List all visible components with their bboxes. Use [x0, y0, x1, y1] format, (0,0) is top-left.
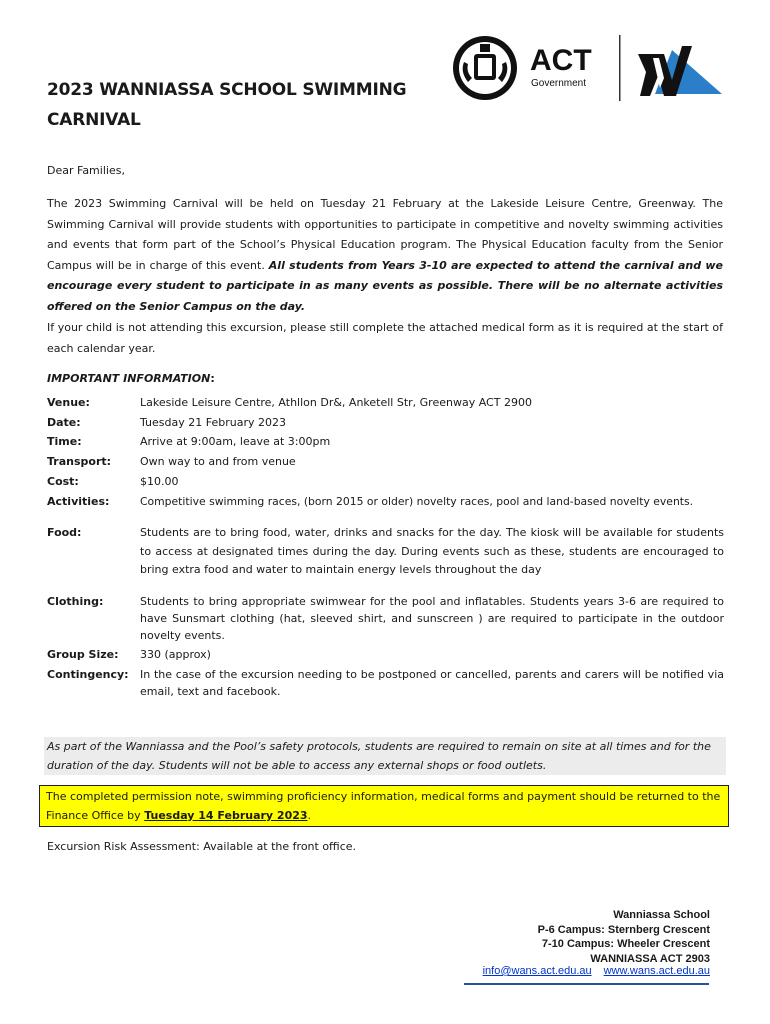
contact-links — [440, 965, 710, 977]
footer-divider — [464, 983, 709, 985]
campus-p6: P-6 Campus: Sternberg Crescent — [537, 923, 710, 936]
info-label: Group Size: — [47, 648, 119, 661]
info-label: Transport: — [47, 455, 112, 468]
medical-note: If your child is not attending this excursion, please still complete the attached medical form as it is required at the start of each calendar year. — [47, 321, 723, 355]
info-value: Students are to bring food, water, drinks and snacks for the day. The kiosk will be available for students to access at designated times during the day. During events such as these, students are encouraged to bring extra food and water to maintain energy levels throughout the day — [140, 526, 724, 576]
government-logo-text: Government — [531, 78, 587, 89]
deadline-box — [39, 785, 729, 827]
email-link[interactable]: info@wans.act.edu.au — [482, 965, 592, 977]
website-link[interactable]: www.wans.act.edu.au — [603, 965, 710, 977]
deadline-date: Tuesday 14 February 2023 — [144, 809, 308, 822]
info-value: In the case of the excursion needing to be postponed or cancelled, parents and carers will be notified via email, text and facebook. — [140, 668, 724, 698]
info-value: Students to bring appropriate swimwear for the pool and inflatables. Students years 3-6 are required to have Sunsmart clothing (hat, sleeved shirt, and sunscreen ) are required to participate in the outdoor novelty events. — [140, 595, 724, 642]
risk-assessment-note: Excursion Risk Assessment: Available at the front office. — [47, 840, 357, 853]
info-value: Own way to and from venue — [140, 455, 296, 468]
important-info-heading — [47, 369, 723, 390]
info-value: Tuesday 21 February 2023 — [140, 416, 286, 429]
intro-paragraph — [47, 194, 723, 317]
info-value: Lakeside Leisure Centre, Athllon Dr&, Anketell Str, Greenway ACT 2900 — [140, 396, 532, 409]
act-logo-text: ACT — [530, 44, 592, 77]
info-label: Contingency: — [47, 668, 129, 681]
info-label: Food: — [47, 526, 82, 539]
info-label: Clothing: — [47, 595, 104, 608]
logo-banner — [450, 32, 730, 104]
intro-text: The 2023 Swimming Carnival will be held on Tuesday 21 February at the Lakeside Leisure Centre, Greenway. The Swimming Carnival will provide students with opportunities to participate in competitive and novelty swimming activities and events that form part of the School’s Physical Education program. The Physical Education faculty from the Senior Campus will be in charge of this event. — [47, 197, 723, 272]
page-title: 2023 WANNIASSA SCHOOL SWIMMING CARNIVAL — [47, 80, 407, 130]
intro-emphasis: All students from Years 3-10 are expected to attend the carnival and we encourage every student to participate in as many events as possible. There will be no alternate activities offered on the Senior Campus on the day. — [47, 258, 723, 313]
deadline-text: The completed permission note, swimming proficiency information, medical forms and payment should be returned to the Finance Office by — [46, 790, 721, 822]
school-address: WANNIASSA ACT 2903 — [590, 952, 710, 965]
info-value: $10.00 — [140, 475, 179, 488]
deadline-end: . — [307, 809, 312, 822]
info-label: Venue: — [47, 396, 90, 409]
info-label: Date: — [47, 416, 81, 429]
school-name: Wanniassa School — [613, 909, 710, 921]
act-crest-icon — [450, 32, 730, 104]
info-value: Competitive swimming races, (born 2015 or older) novelty races, pool and land-based novelty events. — [140, 495, 694, 508]
wanniassa-w-icon — [638, 46, 722, 96]
important-info-heading-text: IMPORTANT INFORMATION — [47, 372, 211, 385]
info-label: Activities: — [47, 495, 110, 508]
school-address-block — [440, 908, 710, 966]
info-value: 330 (approx) — [140, 648, 211, 661]
important-info-heading-colon: : — [210, 372, 215, 385]
campus-7-10: 7-10 Campus: Wheeler Crescent — [541, 938, 710, 950]
info-label: Time: — [47, 435, 82, 448]
safety-note: As part of the Wanniassa and the Pool’s safety protocols, students are required to remain on site at all times and for the duration of the day. Students will not be able to access any external shops or food outlets. — [44, 737, 726, 775]
greeting: Dear Families, — [47, 164, 125, 177]
info-label: Cost: — [47, 475, 79, 488]
info-value: Arrive at 9:00am, leave at 3:00pm — [140, 435, 331, 448]
